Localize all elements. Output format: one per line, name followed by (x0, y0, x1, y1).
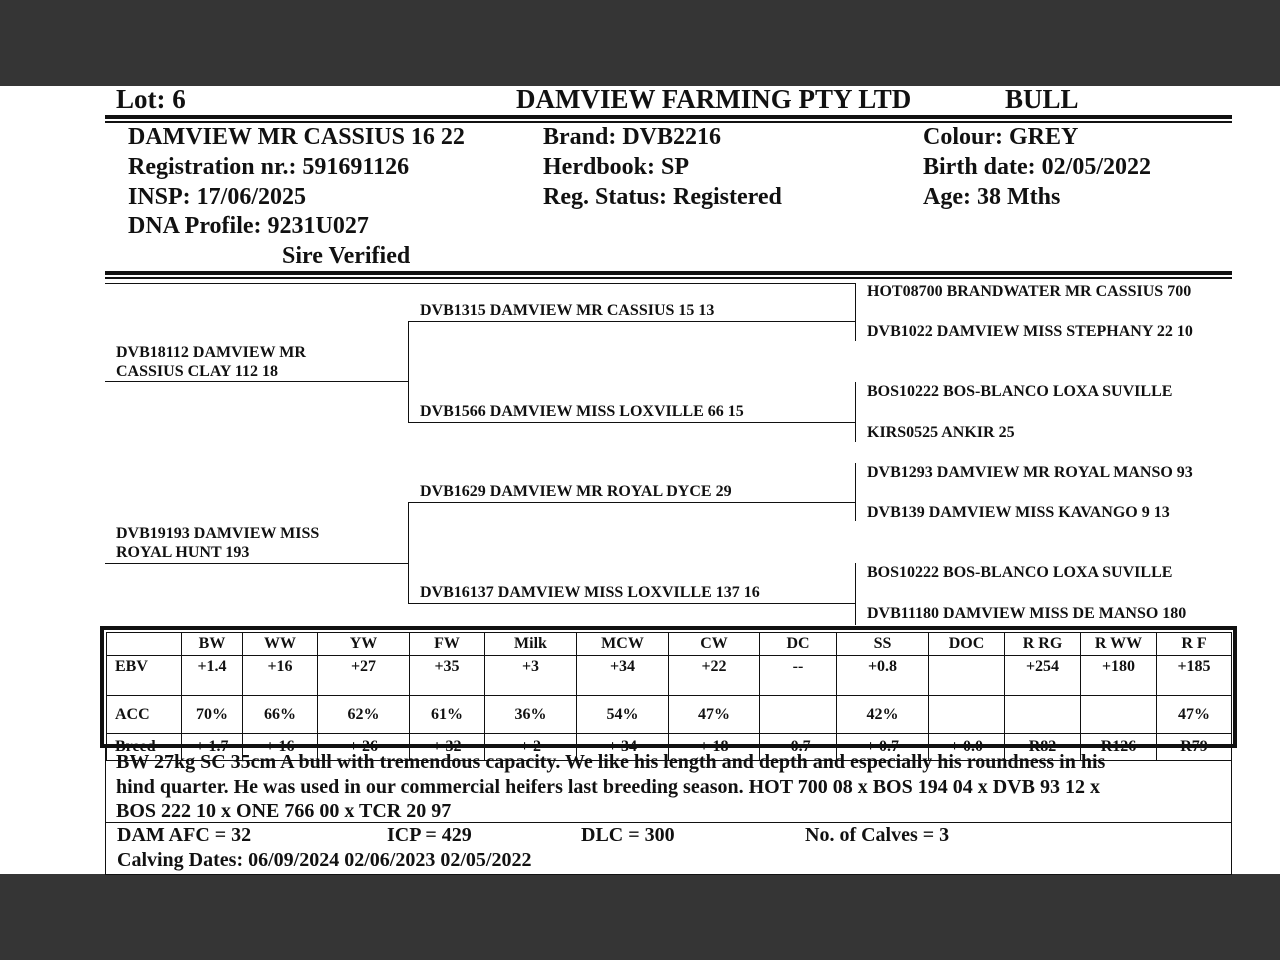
breed-cell: + 2 (485, 734, 577, 761)
lot-number: Lot: 6 (116, 84, 186, 114)
ebv-header-cell (107, 633, 182, 656)
dna-profile: DNA Profile: 9231U027 (128, 213, 369, 239)
comments-box (105, 748, 1232, 823)
birth-date: Birth date: 02/05/2022 (923, 154, 1151, 180)
breed-cell: + 32 (410, 734, 485, 761)
acc-cell: 70% (182, 696, 243, 734)
animal-sex: BULL (1005, 84, 1079, 114)
ebv-cell: +16 (243, 656, 318, 696)
sire-sire-dam: DVB1022 DAMVIEW MISS STEPHANY 22 10 (867, 323, 1193, 340)
ebv-cell: +0.8 (837, 656, 929, 696)
ebv-header-cell: R RG (1005, 633, 1081, 656)
ebv-header-cell: CW (669, 633, 760, 656)
row-label: EBV (107, 656, 182, 696)
comment-line: BW 27kg SC 35cm A bull with tremendous capacity. We like his length and depth and especially his roundness in his (116, 751, 1106, 773)
breed-cell: + 26 (318, 734, 410, 761)
inspection-date: INSP: 17/06/2025 (128, 184, 307, 210)
ebv-cell: +3 (485, 656, 577, 696)
dam-name: DVB19193 DAMVIEW MISS ROYAL HUNT 193 (116, 525, 320, 561)
sire-dam-sire: BOS10222 BOS-BLANCO LOXA SUVILLE (867, 383, 1173, 400)
ebv-cell: +185 (1157, 656, 1232, 696)
breed-cell: R79 (1157, 734, 1232, 761)
colour: Colour: GREY (923, 124, 1079, 150)
ebv-header-cell: MCW (577, 633, 669, 656)
breed-cell: + 34 (577, 734, 669, 761)
ebv-header-cell: YW (318, 633, 410, 656)
sire-sire: DVB1315 DAMVIEW MR CASSIUS 15 13 (420, 302, 715, 319)
dam-calves: No. of Calves = 3 (805, 824, 950, 846)
acc-row (107, 696, 1232, 734)
breed-cell: + 16 (243, 734, 318, 761)
dam-bracket (408, 502, 409, 604)
brand: Brand: DVB2216 (543, 124, 722, 150)
header-rule-thick (105, 115, 1232, 119)
ds-bracket (855, 463, 856, 521)
info-rule-thin (105, 277, 1232, 279)
dam-dlc: DLC = 300 (581, 824, 675, 846)
sd-line (408, 422, 855, 423)
sire-sire-sire: HOT08700 BRANDWATER MR CASSIUS 700 (867, 283, 1192, 300)
dam-line (105, 563, 409, 564)
calving-dates: Calving Dates: 06/09/2024 02/06/2023 02/05/2022 (117, 849, 532, 871)
header-rule-thin (105, 121, 1232, 123)
row-label: ACC (107, 696, 182, 734)
ebv-header-cell: Milk (485, 633, 577, 656)
ebv-table (106, 632, 1232, 761)
sire-bracket (408, 321, 409, 423)
dam-stats-box (105, 823, 1232, 875)
ebv-header-row (107, 633, 1232, 656)
ebv-header-cell: DOC (929, 633, 1005, 656)
ebv-header-cell: WW (243, 633, 318, 656)
acc-cell: 54% (577, 696, 669, 734)
sd-bracket (855, 382, 856, 442)
breed-cell: + 0.7 (837, 734, 929, 761)
ebv-row (107, 656, 1232, 696)
dam-icp: ICP = 429 (387, 824, 472, 846)
acc-cell (929, 696, 1005, 734)
comment-line: BOS 222 10 x ONE 766 00 x TCR 20 97 (116, 800, 452, 822)
ebv-header-cell: BW (182, 633, 243, 656)
breed-cell: + 0.0 (929, 734, 1005, 761)
acc-cell (1081, 696, 1157, 734)
acc-cell: 36% (485, 696, 577, 734)
info-rule-thick (105, 271, 1232, 275)
ebv-header-cell: SS (837, 633, 929, 656)
breed-cell: -0.7 (760, 734, 837, 761)
breed-cell: + 18 (669, 734, 760, 761)
dam-dam-sire: BOS10222 BOS-BLANCO LOXA SUVILLE (867, 564, 1173, 581)
dam-dam-dam: DVB11180 DAMVIEW MISS DE MANSO 180 (867, 605, 1187, 622)
acc-cell: 62% (318, 696, 410, 734)
sire-verified: Sire Verified (282, 243, 411, 269)
acc-cell: 47% (669, 696, 760, 734)
pedigree-top-line (105, 283, 855, 284)
breed-cell: R82 (1005, 734, 1081, 761)
acc-cell: 61% (410, 696, 485, 734)
breed-cell: R126 (1081, 734, 1157, 761)
acc-cell: 66% (243, 696, 318, 734)
breed-cell: + 1.7 (182, 734, 243, 761)
comment-line: hind quarter. He was used in our commercial heifers last breeding season. HOT 700 08 x BOS 194 04 x DVB 93 12 x (116, 775, 1100, 798)
herdbook: Herdbook: SP (543, 154, 690, 180)
ebv-header-cell: R WW (1081, 633, 1157, 656)
ebv-header-cell: FW (410, 633, 485, 656)
ebv-cell: +27 (318, 656, 410, 696)
sire-name: DVB18112 DAMVIEW MR CASSIUS CLAY 112 18 (116, 344, 306, 380)
registration-number: Registration nr.: 591691126 (128, 154, 410, 180)
ebv-cell (929, 656, 1005, 696)
dam-sire-sire: DVB1293 DAMVIEW MR ROYAL MANSO 93 (867, 464, 1193, 481)
sire-dam: DVB1566 DAMVIEW MISS LOXVILLE 66 15 (420, 403, 744, 420)
ss-line (408, 321, 855, 322)
dam-afc: DAM AFC = 32 (117, 824, 252, 846)
ebv-header-cell: R F (1157, 633, 1232, 656)
sire-dam-dam: KIRS0525 ANKIR 25 (867, 424, 1015, 441)
ebv-header-cell: DC (760, 633, 837, 656)
ebv-cell: +22 (669, 656, 760, 696)
ebv-cell: +1.4 (182, 656, 243, 696)
dd-line (408, 603, 855, 604)
sire-line (105, 381, 409, 382)
ebv-cell: +180 (1081, 656, 1157, 696)
ebv-cell: +254 (1005, 656, 1081, 696)
acc-cell: 42% (837, 696, 929, 734)
dam-sire-dam: DVB139 DAMVIEW MISS KAVANGO 9 13 (867, 504, 1170, 521)
reg-status: Reg. Status: Registered (543, 184, 782, 210)
age: Age: 38 Mths (923, 184, 1061, 210)
animal-name: DAMVIEW MR CASSIUS 16 22 (128, 124, 465, 150)
ebv-cell: -- (760, 656, 837, 696)
acc-cell: 47% (1157, 696, 1232, 734)
dam-dam: DVB16137 DAMVIEW MISS LOXVILLE 137 16 (420, 584, 760, 601)
ebv-cell: +34 (577, 656, 669, 696)
row-label: Breed (107, 734, 182, 761)
acc-cell (1005, 696, 1081, 734)
dd-bracket (855, 563, 856, 625)
ebv-cell: +35 (410, 656, 485, 696)
acc-cell (760, 696, 837, 734)
ds-line (408, 502, 855, 503)
dam-sire: DVB1629 DAMVIEW MR ROYAL DYCE 29 (420, 483, 732, 500)
ss-bracket (855, 283, 856, 341)
farm-name: DAMVIEW FARMING PTY LTD (516, 84, 912, 114)
